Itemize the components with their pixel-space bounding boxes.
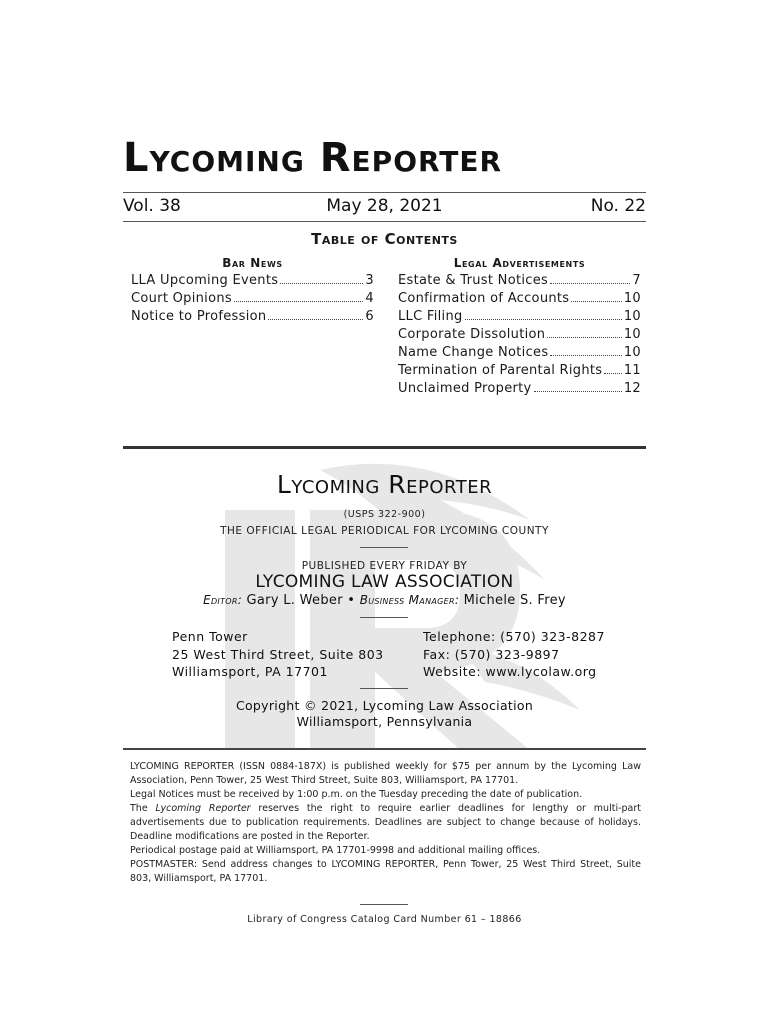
leader-dots [550,344,621,356]
masthead-title: Lycoming Reporter [123,135,503,181]
toc-entry[interactable] [131,272,374,290]
manager-name: Michele S. Frey [463,593,566,608]
publication-fineprint [130,760,641,886]
toc-entry-page: 11 [623,363,641,378]
fax: Fax: (570) 323-9897 [423,646,560,662]
short-divider [360,688,408,689]
publication-tagline: THE OFFICIAL LEGAL PERIODICAL FOR LYCOMING COUNTY [220,525,549,537]
manager-label: Business Manager: [359,593,460,607]
toc-bar-news [131,255,374,326]
editor-line [123,593,646,608]
address-line: Penn Tower [172,629,248,644]
masthead-rule [123,192,646,193]
publication-name-italic: Lycoming Reporter [155,803,251,814]
editor-name: Gary L. Weber [246,593,343,608]
telephone: Telephone: (570) 323-8287 [423,629,605,644]
issn-statement: LYCOMING REPORTER (ISSN 0884-187X) is published weekly for $75 per annum by the Lycoming Law Association, Penn Tower, 25 West Third Street, Suite 803, Williamsport, PA 17701. [130,761,641,786]
text-run: reserves the right to require earlier deadlines for lengthy or multi-part advertisements due to publication requirements. Deadlines are subject to change because of holidays. Deadline modifications are posted in the Reporter. [130,803,641,842]
short-divider [360,904,408,905]
issue-rule [123,221,646,222]
toc-entry[interactable] [131,290,374,308]
toc-entry[interactable] [398,272,641,290]
toc-entry-page: 6 [365,309,374,324]
toc-entry-page: 10 [623,309,641,324]
toc-entry-label: Name Change Notices [398,345,549,360]
publication-city: Williamsport, Pennsylvania [296,714,473,729]
published-by: PUBLISHED EVERY FRIDAY BY [301,560,468,572]
issue-number: No. 22 [590,196,646,216]
toc-entry-page: 12 [623,381,641,396]
toc-entry-page: 10 [623,327,641,342]
issue-info-row [123,196,646,220]
contact-info [423,628,605,681]
toc-entry-label: Notice to Profession [131,309,267,324]
address-line: 25 West Third Street, Suite 803 [172,646,384,662]
issue-date: May 28, 2021 [326,196,443,216]
leader-dots [534,380,622,392]
website-link[interactable]: Website: www.lycolaw.org [423,664,597,679]
toc-entry-label: Estate & Trust Notices [398,273,549,288]
deadline-statement: Legal Notices must be received by 1:00 p.m. on the Tuesday preceding the date of publication. [130,789,583,800]
toc-entry[interactable] [398,290,641,308]
short-divider [360,617,408,618]
toc-entry-page: 10 [623,345,641,360]
toc-entry-label: LLA Upcoming Events [131,273,279,288]
address-line: Williamsport, PA 17701 [172,664,328,679]
reserve-rights-statement [130,802,641,844]
leader-dots [268,308,363,320]
catalog-number: Library of Congress Catalog Card Number 61 – 18866 [247,914,522,925]
publication-title: Lycoming Reporter [276,470,493,499]
usps-number: (USPS 322-900) [343,509,426,520]
toc-entry-label: Court Opinions [131,291,232,306]
toc-section-title: Legal Advertisements [453,256,586,270]
association-name: LYCOMING LAW ASSOCIATION [255,572,514,592]
leader-dots [280,272,363,284]
toc-entry-label: Termination of Parental Rights [398,363,603,378]
section-divider [123,446,646,449]
toc-entry-page: 10 [623,291,641,306]
toc-section-title: Bar News [222,256,283,270]
toc-entry-label: Confirmation of Accounts [398,291,570,306]
toc-entry[interactable] [398,308,641,326]
leader-dots [234,290,363,302]
postage-statement: Periodical postage paid at Williamsport, PA 17701-9998 and additional mailing offices. [130,845,541,856]
fineprint-divider [123,748,646,750]
toc-entry-page: 3 [365,273,374,288]
bullet-separator: • [347,593,356,608]
copyright-notice: Copyright © 2021, Lycoming Law Association [235,698,534,713]
toc-entry-label: LLC Filing [398,309,463,324]
text-run: The [130,803,156,814]
toc-entry[interactable] [398,344,641,362]
postmaster-statement: POSTMASTER: Send address changes to LYCOMING REPORTER, Penn Tower, 25 West Third Street, Suite 803, Williamsport, PA 17701. [130,859,641,884]
toc-entry-label: Unclaimed Property [398,381,532,396]
short-divider [360,547,408,548]
leader-dots [547,326,622,338]
toc-entry-label: Corporate Dissolution [398,327,546,342]
toc-entry[interactable] [398,326,641,344]
leader-dots [604,362,621,374]
toc-heading: Table of Contents [311,230,458,248]
editor-label: Editor: [203,593,243,607]
toc-entry[interactable] [398,362,641,380]
mailing-address [172,628,384,681]
leader-dots [550,272,630,284]
toc-entry-page: 4 [365,291,374,306]
leader-dots [571,290,621,302]
leader-dots [465,308,622,320]
volume-label: Vol. 38 [123,196,181,216]
toc-entry-page: 7 [632,273,641,288]
toc-entry[interactable] [131,308,374,326]
toc-entry[interactable] [398,380,641,398]
toc-legal-advertisements [398,255,641,398]
